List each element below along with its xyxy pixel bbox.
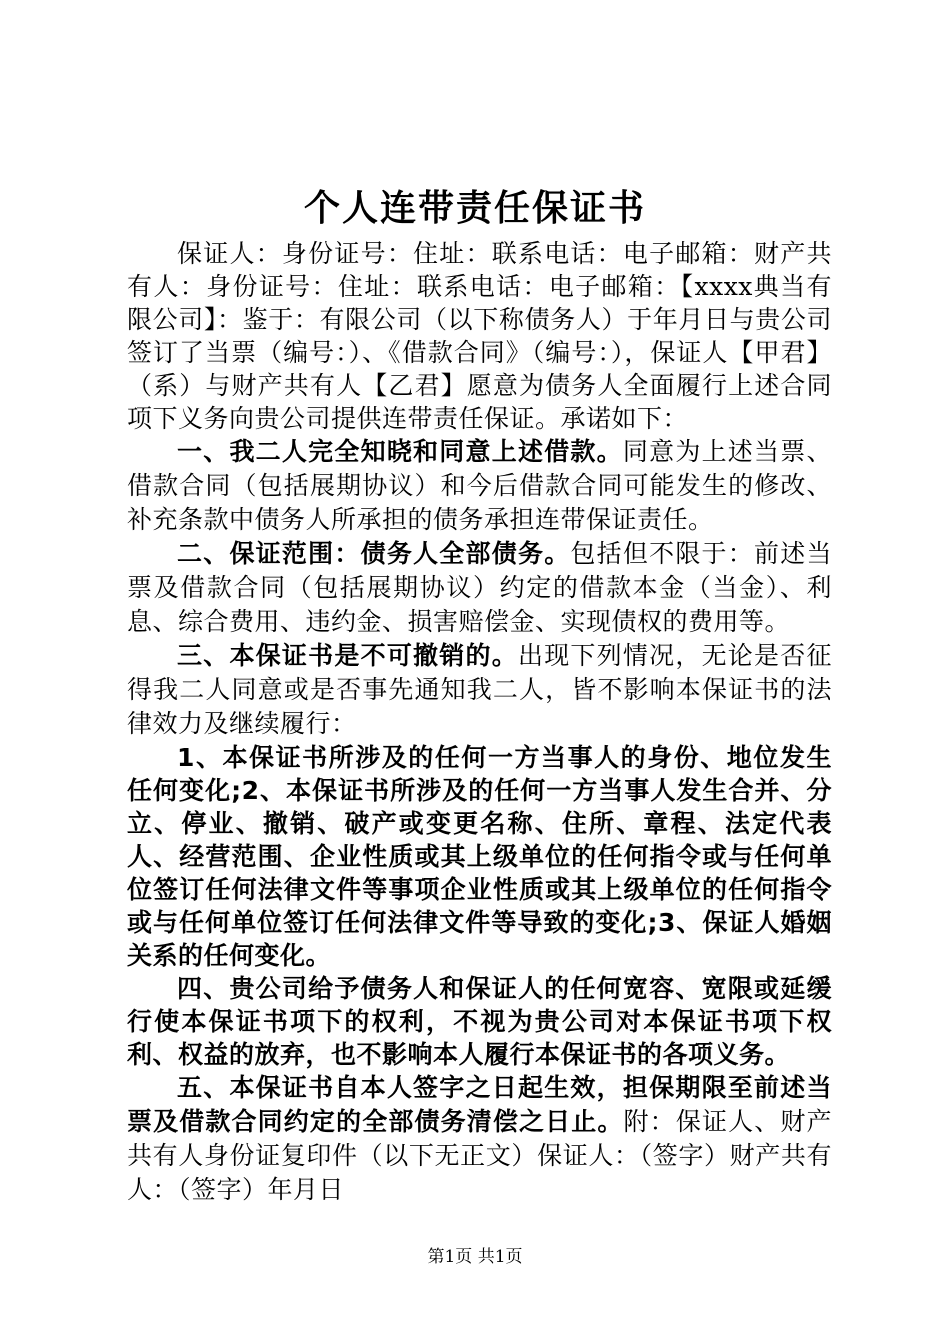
- paragraph-clause-5: [127, 1071, 832, 1207]
- clause-3-heading: 三、本保证书是不可撤销的。: [177, 641, 518, 670]
- clause-2-heading: 二、保证范围：债务人全部债务。: [177, 539, 571, 568]
- paragraph-clause-2: [127, 537, 832, 639]
- clause-3-text: 出现下列情况，无论是否征得我二人同意或是否事先通知我二人，皆不影响本保证书的法律效力及继续履行：: [127, 641, 832, 738]
- paragraph-clause-4: 四、贵公司给予债务人和保证人的任何宽容、宽限或延缓行使本保证书项下的权利，不视为贵公司对本保证书项下权利、权益的放弃，也不影响本人履行本保证书的各项义务。: [127, 974, 832, 1069]
- clause-1-text: 同意为上述当票、借款合同（包括展期协议）和今后借款合同可能发生的修改、补充条款中债务人所承担的债务承担连带保证责任。: [127, 437, 832, 534]
- clause-5-text: 附：保证人、财产共有人身份证复印件（以下无正文）保证人：（签字）财产共有人：（签字）年月日: [127, 1107, 832, 1204]
- clause-1-heading: 一、我二人完全知晓和同意上述借款。: [177, 437, 623, 466]
- paragraph-preamble: 保证人：身份证号：住址：联系电话：电子邮箱：财产共有人：身份证号：住址：联系电话：电子邮箱：【xxxx典当有限公司】：鉴于：有限公司（以下称债务人）于年月日与贵公司签订了当票（编号：）、《借款合同》（编号：），保证人【甲君】（系）与财产共有人【乙君】愿意为债务人全面履行上述合同项下义务向贵公司提供连带责任保证。承诺如下：: [127, 239, 832, 433]
- paragraph-clause-3: [127, 639, 832, 741]
- document-title: 个人连带责任保证书: [303, 187, 646, 229]
- page-footer: 第1页 共1页: [427, 1247, 523, 1267]
- paragraph-clause-1: [127, 435, 832, 537]
- document-body: [127, 237, 832, 1207]
- paragraph-conditions: 1、本保证书所涉及的任何一方当事人的身份、地位发生任何变化;2、本保证书所涉及的任何一方当事人发生合并、分立、停业、撤销、破产或变更名称、住所、章程、法定代表人、经营范围、企业性质或其上级单位的任何指令或与任何单位签订任何法律文件等事项企业性质或其上级单位的任何指令或与任何单位签订任何法律文件等导致的变化;3、保证人婚姻关系的任何变化。: [127, 743, 832, 970]
- clause-5-heading: 五、本保证书自本人签字之日起生效，担保期限至前述当票及借款合同约定的全部债务清偿之日止。: [127, 1073, 832, 1136]
- clause-2-text: 包括但不限于：前述当票及借款合同（包括展期协议）约定的借款本金（当金）、利息、综合费用、违约金、损害赔偿金、实现债权的费用等。: [127, 539, 832, 636]
